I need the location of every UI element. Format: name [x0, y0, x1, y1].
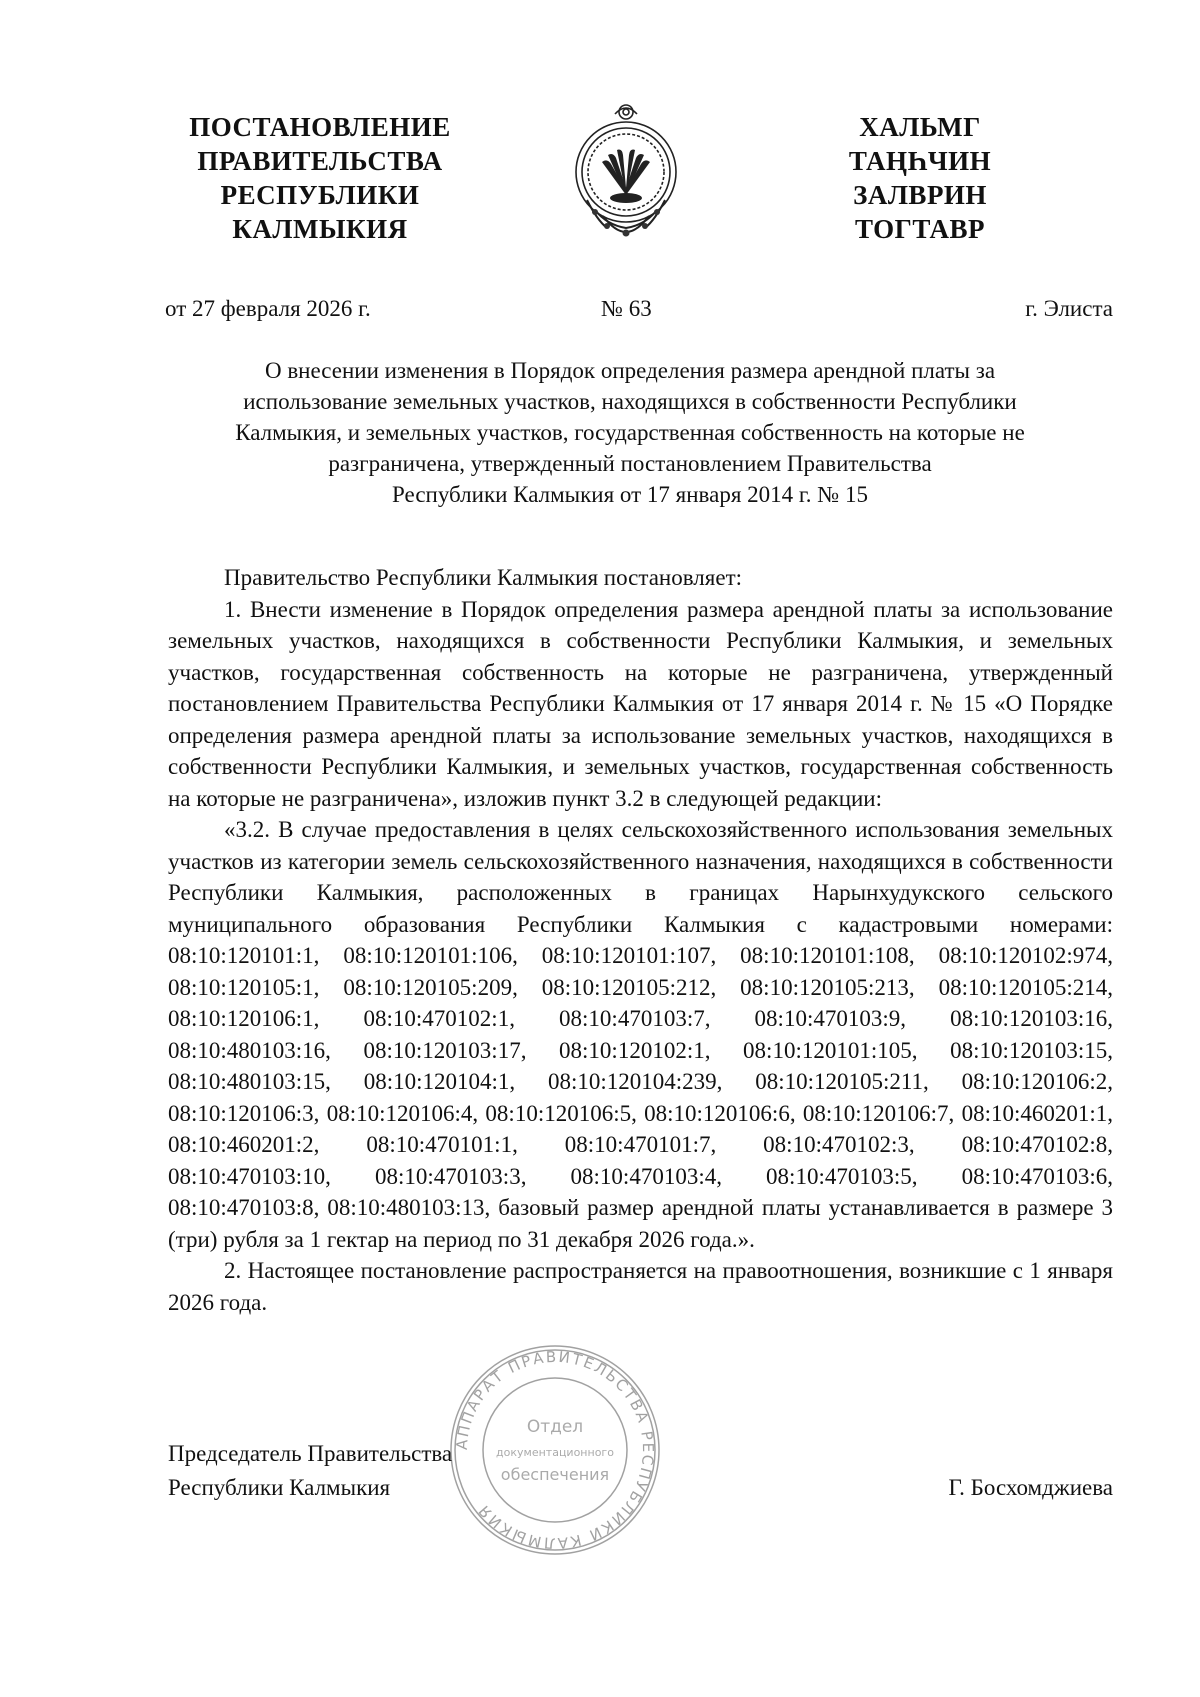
document-date: от 27 февраля 2026 г.: [165, 296, 371, 321]
signature-block: [168, 1437, 1113, 1505]
header-left-line-1: ПОСТАНОВЛЕНИЕ: [189, 112, 451, 142]
stamp-center-line-2: документационного: [496, 1446, 614, 1459]
title-line-3: Калмыкия, и земельных участков, государственная собственность на которые не: [235, 420, 1025, 445]
header-right-line-2: ТАҢҺЧИН: [848, 146, 992, 176]
title-line-1: О внесении изменения в Порядок определения размера арендной платы за: [264, 358, 996, 383]
header-left-line-2: ПРАВИТЕЛЬСТВА: [197, 146, 443, 176]
title-line-4: разграничена, утвержденный постановлением Правительства: [328, 451, 932, 476]
header-left-line-4: КАЛМЫКИЯ: [232, 214, 408, 244]
stamp-ring-text: АППАРАТ ПРАВИТЕЛЬСТВА РЕСПУБЛИКИ КАЛМЫКИЯ: [452, 1347, 658, 1553]
body-item-1-quote: «3.2. В случае предоставления в целях сельскохозяйственного использования земельных участков из категории земель сельскохозяйственного назначения, находящихся в собственности Республики Калмыкия, расположенных в границах Нарынхудукского сельского муниципального образования Республики Калмыкия с кадастровыми номерами: 08:10:120101:1, 08:10:120101:106, 08:10:120101:107, 08:10:120101:108, 08:10:120102:974, 08:10:120105:1, 08:10:120105:209, 08:10:120105:212, 08:10:120105:213, 08:10:120105:214, 08:10:120106:1, 08:10:470102:1, 08:10:470103:7, 08:10:470103:9, 08:10:120103:16, 08:10:480103:16, 08:10:120103:17, 08:10:120102:1, 08:10:120101:105, 08:10:120103:15, 08:10:480103:15, 08:10:120104:1, 08:10:120104:239, 08:10:120105:211, 08:10:120106:2, 08:10:120106:3, 08:10:120106:4, 08:10:120106:5, 08:10:120106:6, 08:10:120106:7, 08:10:460201:1, 08:10:460201:2, 08:10:470101:1, 08:10:470101:7, 08:10:470102:3, 08:10:470102:8, 08:10:470103:10, 08:10:470103:3, 08:10:470103:4, 08:10:470103:5, 08:10:470103:6, 08:10:470103:8, 08:10:480103:13, базовый размер арендной платы устанавливается в размере 3 (три) рубля за 1 гектар на период по 31 декабря 2026 года.».: [168, 817, 1113, 1252]
header-right-line-1: ХАЛЬМГ: [859, 112, 981, 142]
signatory-position-line-2: Республики Калмыкия: [168, 1475, 391, 1500]
stamp-center-line-1: Отдел: [526, 1417, 584, 1437]
body-item-1: 1. Внести изменение в Порядок определения размера арендной платы за использование земельных участков, находящихся в собственности Республики Калмыкия, и земельных участков, государственная собственность на которые не разграничена, утвержденный постановлением Правительства Республики Калмыкия от 17 января 2014 г. № 15 «О Порядке определения размера арендной платы за использование земельных участков, находящихся в собственности Республики Калмыкия, и земельных участков, государственная собственность на которые не разграничена», изложив пункт 3.2 в следующей редакции:: [168, 596, 1113, 811]
header-left-line-3: РЕСПУБЛИКИ: [220, 180, 420, 210]
signatory-name: Г. Босхомджиева: [948, 1475, 1113, 1500]
kalmykia-coat-of-arms-icon: [567, 100, 685, 242]
document-meta: [0, 292, 1200, 326]
header-right-line-4: ТОГТАВР: [855, 214, 985, 244]
header-right-line-3: ЗАЛВРИН: [853, 180, 987, 210]
header-kalmyk: [790, 110, 1050, 246]
document-body: [168, 562, 1113, 1318]
body-intro: Правительство Республики Калмыкия постановляет:: [224, 565, 743, 590]
stamp-center-line-3: обеспечения: [500, 1465, 610, 1484]
title-line-5: Республики Калмыкия от 17 января 2014 г. № 15: [392, 482, 868, 507]
header-russian: [160, 110, 480, 246]
document-city: г. Элиста: [1025, 296, 1113, 321]
document-title: [150, 355, 1110, 510]
signatory-position-line-1: Председатель Правительства: [168, 1441, 453, 1466]
title-line-2: использование земельных участков, находящихся в собственности Республики: [243, 389, 1017, 414]
document-number: № 63: [601, 296, 652, 321]
body-item-2: 2. Настоящее постановление распространяется на правоотношения, возникшие с 1 января 2026 года.: [168, 1258, 1113, 1315]
